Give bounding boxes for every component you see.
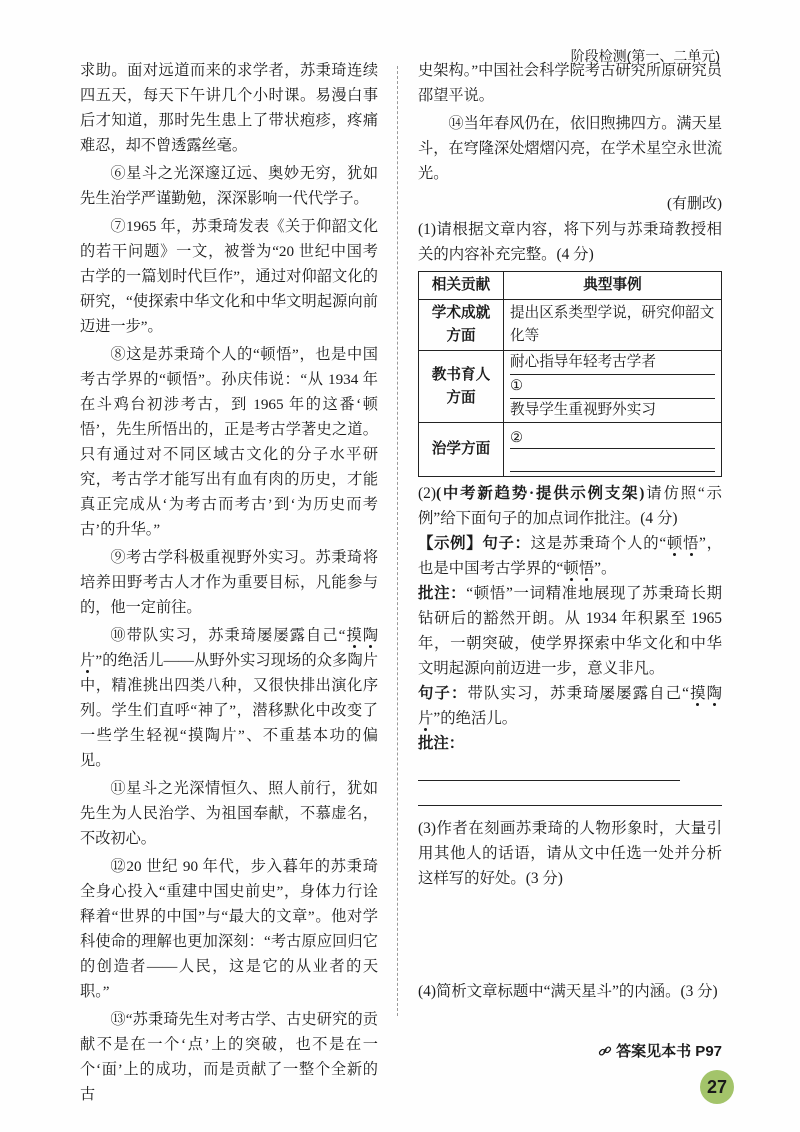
row-cell-academic: 提出区系类型学说，研究仰韶文化等	[504, 300, 722, 351]
question-1: (1)请根据文章内容，将下列与苏秉琦教授相关的内容补充完整。(4 分)	[418, 221, 722, 263]
q2-number: (2)	[418, 485, 436, 502]
example-dot-3: 顿	[563, 560, 579, 577]
answer-reference-text: 答案见本书 P97	[616, 1043, 722, 1060]
task-note	[418, 731, 722, 781]
task-dot-1: 摸	[688, 685, 707, 702]
task-after: ”的绝活儿。	[433, 710, 518, 727]
paragraph-14: ⑭当年春风仍在，依旧煦拂四方。满天星斗，在穹隆深处熠熠闪亮，在学术星空永世流光。	[418, 115, 722, 182]
row-cell-research[interactable]	[504, 423, 722, 477]
table-header-examples: 典型事例	[504, 272, 722, 300]
paragraph-11: ⑪星斗之光深情恒久、照人前行，犹如先生为人民治学、为祖国奉献，不慕虚名，不改初心。	[80, 780, 378, 847]
example-note-text: “顿悟”一词精准地展现了苏秉琦长期钻研后的豁然开朗。从 1934 年积累至 1965 年，一朝突破，使学界探索中华文化和中华文明起源向前迈进一步，意义非凡。	[418, 585, 722, 677]
example-middle: ”，也是中国考古学界的“	[418, 535, 722, 577]
question-4: (4)简析文章标题中“满天星斗”的内涵。(3 分)	[418, 983, 718, 1000]
question-3: (3)作者在刻画苏秉琦的人物形象时，大量引用其他人的话语，请从文中任选一处并分析这样写的好处。(3 分)	[418, 820, 722, 887]
link-icon	[598, 1044, 612, 1058]
table-row	[419, 423, 722, 477]
task-dot-3: 片	[418, 710, 434, 727]
p10-dot-char-2: 陶	[362, 627, 378, 644]
example-sentence	[418, 531, 722, 581]
row-cell-teaching	[504, 351, 722, 423]
teaching-line-3: 教导学生重视野外实习	[510, 402, 656, 418]
research-blank-1[interactable]	[510, 427, 715, 449]
answer-reference	[598, 1040, 722, 1061]
p10-before: ⑩带队实习，苏秉琦屡屡露自己“	[110, 627, 346, 644]
question-3-answer-space[interactable]	[418, 891, 722, 979]
row-head-research: 治学方面	[419, 423, 504, 477]
paragraph-8: ⑧这是苏秉琦个人的“顿悟”，也是中国考古学界的“顿悟”。孙庆伟说：“从 1934 年在斗鸡台初涉考古，到 1965 年的这番‘顿悟’，先生所悟出的，正是考古学著史之道。只有通过对不同区域古文化的分子水平研究，考古学才能写出有血有肉的历史，才能真正完成从‘为考古而考古’到‘为历史而考古’的升华。”	[80, 346, 378, 538]
example-note	[418, 581, 722, 681]
paragraph-10	[80, 623, 378, 773]
right-column	[418, 58, 722, 1004]
row-head-academic: 学术成就方面	[419, 300, 504, 351]
example-dot-2: 悟	[682, 535, 700, 552]
task-note-label: 批注：	[418, 735, 465, 752]
answer-table	[418, 271, 722, 477]
blank-marker-2: ②	[510, 430, 524, 446]
p10-after: ”的绝活儿——从野外实习现场的众多陶片中，精准挑出四类八种，又很快排出演化序列。学生们直呼“神了”，潜移默化中改变了一些学生轻视“摸陶片”、不重基本功的偏见。	[80, 652, 378, 769]
row-head-teaching: 教书育人方面	[419, 351, 504, 423]
example-note-label: 批注：	[418, 585, 467, 602]
paragraph-9: ⑨考古学科极重视野外实习。苏秉琦将培养田野考古人才作为重要目标，凡能参与的，他一定前往。	[80, 549, 378, 616]
example-before: 这是苏秉琦个人的“	[530, 535, 667, 552]
column-divider	[397, 66, 398, 1016]
paragraph-5-cont: 求助。面对远道而来的求学者，苏秉琦连续四五天，每天下午讲几个小时课。易漫白事后才知道，那时先生患上了带状疱疹，疼痛难忍，却不曾透露丝毫。	[80, 62, 378, 154]
example-tag: 【示例】	[418, 535, 483, 552]
question-2	[418, 481, 722, 531]
blank-marker-1: ①	[510, 378, 524, 394]
example-after: ”。	[594, 560, 617, 577]
example-dot-1: 顿	[666, 535, 683, 552]
task-note-blank-2[interactable]	[418, 783, 722, 806]
table-row	[419, 351, 722, 423]
example-dot-4: 悟	[578, 560, 595, 577]
task-sentence-label: 句子：	[418, 685, 468, 702]
page-header: 阶段检测(第一、二单元)	[570, 48, 720, 64]
task-note-blank[interactable]	[418, 763, 680, 781]
paragraph-13-cont: 史架构。”中国社会科学院考古研究所原研究员邵望平说。	[418, 62, 722, 104]
table-header-contribution: 相关贡献	[419, 272, 504, 300]
paragraph-13: ⑬“苏秉琦先生对考古学、古史研究的贡献不是在一个‘点’上的突破，也不是在一个‘面’上的成功，而是贡献了一整个全新的古	[80, 1011, 378, 1103]
example-sentence-label: 句子：	[482, 535, 531, 552]
teaching-blank-1[interactable]	[510, 375, 715, 399]
paragraph-12: ⑫20 世纪 90 年代，步入暮年的苏秉琦全身心投入“重建中国史前史”，身体力行诠释着“世界的中国”与“最大的文章”。他对学科使命的理解也更加深刻：“考古原应回归它的创造者——人民，这是它的从业者的天职。”	[80, 858, 378, 1000]
task-dot-2: 陶	[706, 685, 722, 702]
source-note: (有删改)	[667, 196, 722, 212]
p10-dot-char-3: 片	[80, 652, 96, 669]
task-before: 带队实习，苏秉琦屡屡露自己“	[467, 685, 689, 702]
left-column	[80, 58, 378, 1107]
q2-text: 请仿照“示例”给下面句子的加点词作批注。(4 分)	[418, 485, 722, 527]
teaching-line-1: 耐心指导年轻考古学者	[510, 351, 715, 375]
table-row	[419, 300, 722, 351]
page-number-badge: 27	[700, 1070, 734, 1104]
q2-tag: (中考新趋势·提供示例支架)	[435, 485, 645, 502]
paragraph-6: ⑥星斗之光深邃辽远、奥妙无穷，犹如先生治学严谨勤勉，深深影响一代代学子。	[80, 165, 378, 207]
paragraph-7: ⑦1965 年，苏秉琦发表《关于仰韶文化的若干问题》一文，被誉为“20 世纪中国考古学的一篇划时代巨作”，通过对仰韶文化的研究，“使探索中华文化和中华文明起源向前迈进一步”。	[80, 218, 378, 335]
p10-dot-char-1: 摸	[345, 627, 363, 644]
research-blank-2[interactable]	[510, 449, 715, 472]
task-sentence	[418, 681, 722, 731]
